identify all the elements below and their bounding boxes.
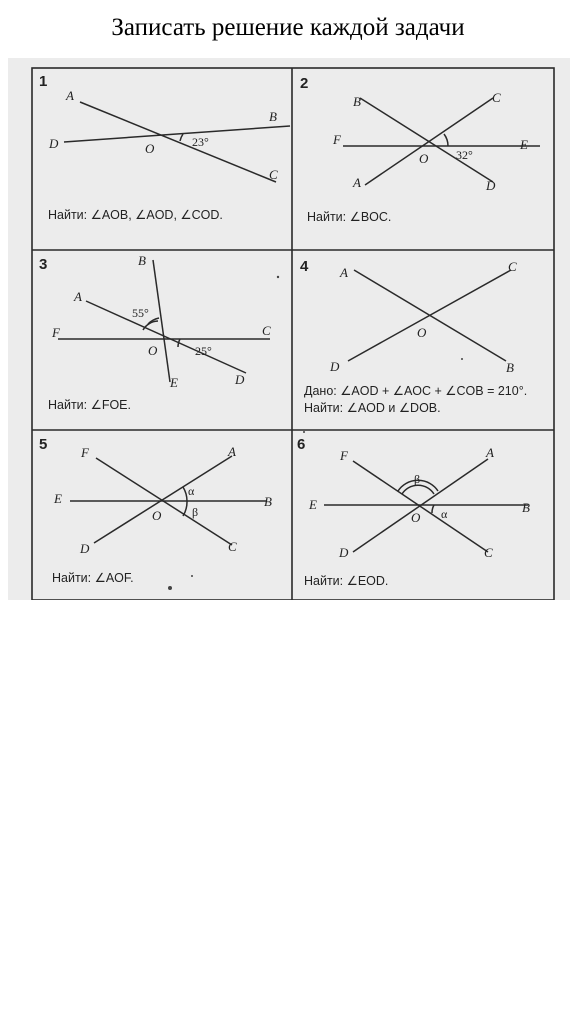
p5-line-DA [94,456,232,543]
p5-beta-label: β [192,505,199,519]
p6-beta-arc [402,485,434,494]
p3-point-F: F [52,325,60,340]
p6-point-C: C [484,545,493,560]
p2-task: Найти: ∠BOC. [307,210,392,224]
p6-point-B: B [522,500,530,515]
page-heading: Записать решение каждой задачи [111,14,465,41]
p6-beta-label: β [414,472,421,486]
p2-point-C: C [492,90,501,105]
p5-point-O: O [152,508,162,523]
p1-point-C: C [269,167,278,182]
p3-point-E: E [170,375,178,390]
p2-line-BD [360,98,493,182]
p4-point-A: A [340,265,348,280]
p1-line-DB [64,126,290,142]
p5-point-A: A [228,444,236,459]
p2-point-F: F [333,132,341,147]
p6-point-A: A [486,445,494,460]
p4-given: Дано: ∠AOD + ∠AOC + ∠COB = 210°. [304,384,528,398]
p2-point-D: D [486,178,496,193]
p5-point-D: D [80,541,90,556]
p1-angle-label: 23° [192,135,209,149]
p3-point-C: C [262,323,271,338]
p2-angle-label: 32° [456,148,473,162]
p1-point-O: O [145,141,155,156]
p6-alpha-label: α [441,507,448,521]
p3-angle-label-55: 55° [132,306,149,320]
problem-1-number: 1 [39,73,48,90]
p1-task: Найти: ∠AOB, ∠AOD, ∠COD. [48,208,223,222]
p5-task: Найти: ∠AOF. [52,571,134,585]
p5-alpha-arc [183,487,187,501]
problem-3-number: 3 [39,256,48,273]
p4-point-O: O [417,325,427,340]
p2-point-B: B [353,94,361,109]
p6-point-E: E [309,497,317,512]
p6-alpha-arc [432,505,434,513]
p1-point-D: D [49,136,59,151]
p3-angle-label-25: 25° [195,344,212,358]
p4-point-B: B [506,360,514,375]
p5-beta-arc [183,501,187,516]
p1-angle-arc [180,134,183,141]
p5-point-E: E [54,491,62,506]
p5-point-F: F [81,445,89,460]
p2-point-E: E [520,137,528,152]
p5-point-C: C [228,539,237,554]
p1-line-AC [80,102,276,182]
p2-point-A: A [353,175,361,190]
p3-point-A: A [74,289,82,304]
p3-point-O: O [148,343,158,358]
worksheet-scan [8,58,570,600]
p1-point-A: A [66,88,74,103]
p1-point-B: B [269,109,277,124]
problem-4-number: 4 [300,258,309,275]
p5-point-B: B [264,494,272,509]
p4-task: Найти: ∠AOD и ∠DOB. [304,401,441,415]
p6-point-O: O [411,510,421,525]
p6-point-F: F [340,448,348,463]
p6-task: Найти: ∠EOD. [304,574,389,588]
p4-point-D: D [330,359,340,374]
p3-point-D: D [235,372,245,387]
p5-alpha-label: α [188,484,195,498]
worksheet-drawing [8,58,570,600]
p3-point-B: B [138,253,146,268]
scan-specks [168,276,463,590]
p6-point-D: D [339,545,349,560]
p4-point-C: C [508,259,517,274]
p2-line-AC [365,98,493,185]
p4-line-DC [348,270,511,361]
p2-angle-arc [444,134,448,146]
p3-line-AD [86,301,246,373]
problem-5-number: 5 [39,436,48,453]
p2-point-O: O [419,151,429,166]
problem-6-number: 6 [297,436,306,453]
problem-2-number: 2 [300,75,309,92]
cell-grid [32,68,554,600]
p3-task: Найти: ∠FOE. [48,398,131,412]
